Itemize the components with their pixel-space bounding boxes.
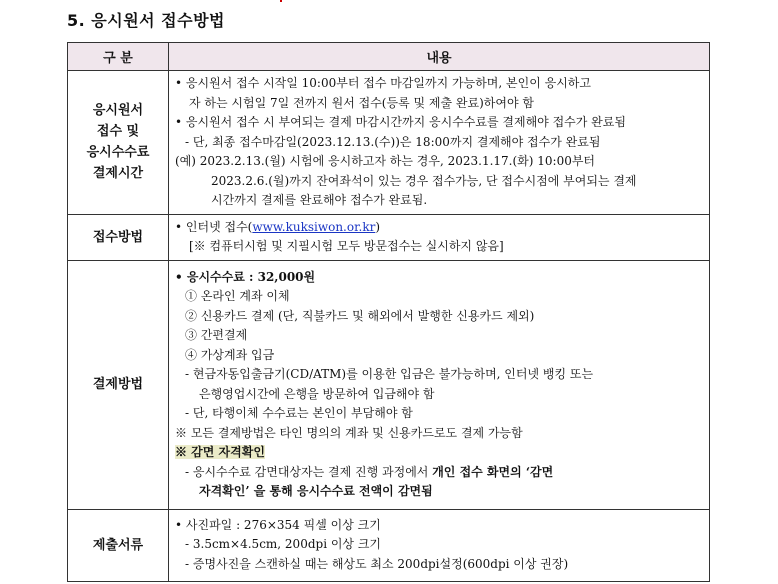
content-line: 은행영업시간에 은행을 방문하여 입금해야 함 — [199, 386, 435, 401]
content-line: ※ 모든 결제방법은 타인 명의의 계좌 및 신용카드로도 결제 가능함 — [175, 425, 523, 440]
content-cell — [169, 260, 710, 509]
content-line — [175, 218, 703, 238]
content-line: 자격확인’ 을 통해 응시수수료 전액이 감면됨 — [199, 484, 433, 498]
fee-line: • 응시수수료 : 32,000원 — [175, 269, 316, 284]
category-line: 응시수수료 — [86, 145, 150, 161]
header-category: 구 분 — [68, 43, 169, 71]
category-cell: 제출서류 — [68, 509, 169, 581]
reduction-title-line — [175, 443, 703, 463]
table-row — [68, 509, 710, 581]
content-line: - 현금자동입출금기(CD/ATM)를 이용한 입금은 불가능하며, 인터넷 뱅킹 또는 — [185, 367, 594, 381]
category-cell: 결제방법 — [68, 260, 169, 509]
content-cell — [169, 509, 710, 581]
category-line: 접수 및 — [96, 124, 140, 140]
content-line: • 응시원서 접수 시 부여되는 결제 마감시간까지 응시수수료를 결제해야 접수가 완료됨 — [175, 115, 626, 129]
header-content: 내용 — [169, 43, 710, 71]
section-title: 5. 응시원서 접수방법 — [67, 11, 225, 30]
reduction-title: ※ 감면 자격확인 — [175, 445, 265, 459]
internet-apply-prefix: • 인터넷 접수( — [175, 219, 253, 234]
category-line: 결제시간 — [92, 166, 144, 182]
kuksiwon-link[interactable]: www.kuksiwon.or.kr — [252, 219, 376, 234]
table-row — [68, 260, 710, 509]
table-header-row — [68, 43, 710, 71]
content-line: 자 하는 시험일 7일 전까지 원서 접수(등록 및 제출 완료)하여야 함 — [189, 95, 534, 110]
content-line — [175, 463, 703, 483]
table-row — [68, 214, 710, 260]
application-method-table — [67, 42, 710, 582]
content-cell — [169, 214, 710, 260]
content-line: ① 온라인 계좌 이체 — [185, 289, 290, 303]
content-line: 시간까지 결제를 완료해야 접수가 완료됨. — [211, 193, 428, 207]
category-cell — [68, 71, 169, 215]
content-line: - 3.5cm×4.5cm, 200dpi 이상 크기 — [185, 537, 382, 552]
content-line: - 단, 타행이체 수수료는 본인이 부담해야 함 — [185, 406, 413, 420]
content-line: 2023.2.6.(월)까지 잔여좌석이 있는 경우 접수가능, 단 접수시점에 부여되는 결제 — [211, 173, 637, 188]
reduction-text-bold: 개인 접수 화면의 ‘감면 — [432, 464, 554, 479]
red-dot-mark — [280, 0, 282, 2]
content-line: • 사진파일 : 276×354 픽셀 이상 크기 — [175, 517, 381, 532]
table-row — [68, 71, 710, 215]
content-line: ③ 간편결제 — [185, 328, 248, 342]
category-cell: 접수방법 — [68, 214, 169, 260]
content-line: • 응시원서 접수 시작일 10:00부터 접수 마감일까지 가능하며, 본인이 응시하고 — [175, 76, 591, 90]
internet-apply-suffix: ) — [375, 219, 381, 234]
content-cell — [169, 71, 710, 215]
content-line: ② 신용카드 결제 (단, 직불카드 및 해외에서 발행한 신용카드 제외) — [185, 308, 535, 323]
content-line: ④ 가상계좌 입금 — [185, 347, 275, 362]
content-line: (예) 2023.2.13.(월) 시험에 응시하고자 하는 경우, 2023.1.17.(화) 10:00부터 — [175, 154, 596, 168]
content-line: - 단, 최종 접수마감일(2023.12.13.(수))은 18:00까지 결제해야 접수가 완료됨 — [185, 134, 601, 149]
category-line: 응시원서 — [92, 103, 144, 119]
reduction-text: - 응시수수료 감면대상자는 결제 진행 과정에서 — [185, 464, 433, 479]
content-line: [※ 컴퓨터시험 및 지필시험 모두 방문접수는 실시하지 않음] — [189, 239, 504, 253]
content-line: - 증명사진을 스캔하실 때는 해상도 최소 200dpi설정(600dpi 이상 권장) — [185, 556, 569, 571]
